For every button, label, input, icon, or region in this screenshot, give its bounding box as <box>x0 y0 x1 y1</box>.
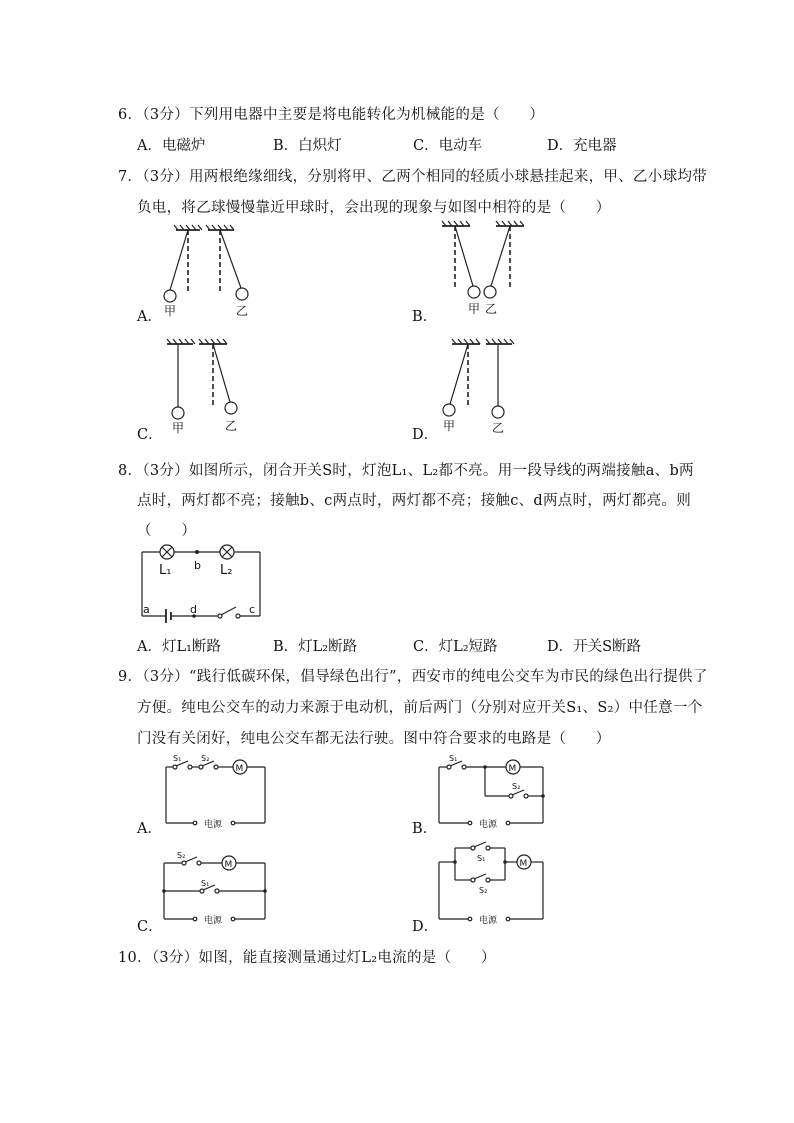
q9-circuit-d <box>435 840 555 925</box>
q7d-label-yi: 乙 <box>492 421 505 435</box>
q8-stem-line1: 8．（3分）如图所示，闭合开关S时，灯泡L₁、L₂都不亮。用一段导线的两端接触a、b两 <box>118 463 694 479</box>
label-d: d <box>190 603 197 616</box>
svg-text:S₁: S₁ <box>201 879 210 888</box>
q9-option-d[interactable]: D． <box>412 919 439 935</box>
svg-text:M: M <box>224 860 233 870</box>
q8-option-a[interactable]: A．灯L₁断路 <box>137 639 221 655</box>
label-c: c <box>249 603 256 616</box>
label-a: a <box>143 603 150 616</box>
q7a-label-yi: 乙 <box>236 304 249 318</box>
q8-stem-line2: 点时，两灯都不亮；接触b、c两点时，两灯都不亮；接触c、d两点时，两灯都亮。则 <box>137 493 692 509</box>
svg-text:M: M <box>519 859 528 869</box>
q7c-label-yi: 乙 <box>225 419 238 433</box>
q9-option-a[interactable]: A． <box>137 821 162 837</box>
svg-text:M: M <box>235 764 244 774</box>
q7-figure-c <box>163 338 273 438</box>
q9-stem-line1: 9．（3分）“践行低碳环保，倡导绿色出行”，西安市的纯电公交车为市民的绿色出行提供了 <box>118 669 708 685</box>
q8-option-b[interactable]: B．灯L₂断路 <box>273 639 358 655</box>
svg-text:电源: 电源 <box>479 820 498 830</box>
power-label: 电源 <box>204 820 223 830</box>
q7a-label-jia: 甲 <box>164 304 177 318</box>
q9-circuit-b <box>435 752 555 832</box>
q6-option-d[interactable]: D．充电器 <box>547 138 617 154</box>
label-l2: L₂ <box>220 563 233 578</box>
svg-text:S₂: S₂ <box>512 782 521 791</box>
q7b-label-jia: 甲 <box>468 302 481 316</box>
q7d-label-jia: 甲 <box>443 419 456 433</box>
svg-text:电源: 电源 <box>479 916 498 926</box>
q6-option-b[interactable]: B．白炽灯 <box>273 138 342 154</box>
q7-stem-line2: 负电，将乙球慢慢靠近甲球时，会出现的现象与如图中相符的是（ ） <box>137 200 611 216</box>
q9-stem-line3: 门没有关闭好，纯电公交车都无法行驶。图中符合要求的电路是（ ） <box>137 731 611 747</box>
svg-text:S₂: S₂ <box>177 851 186 860</box>
label-b: b <box>194 559 201 572</box>
q9-circuit-c <box>160 848 280 928</box>
q10-stem: 10．（3分）如图，能直接测量通过灯L₂电流的是（ ） <box>118 950 496 966</box>
svg-text:电源: 电源 <box>204 916 223 926</box>
q6-option-c[interactable]: C．电动车 <box>413 138 483 154</box>
q7-option-c[interactable]: C． <box>137 427 163 443</box>
q8-option-d[interactable]: D．开关S断路 <box>547 639 642 655</box>
q8-option-c[interactable]: C．灯L₂短路 <box>413 639 498 655</box>
q7-figure-a <box>160 222 270 322</box>
q7b-label-yi: 乙 <box>485 302 498 316</box>
svg-text:M: M <box>508 764 517 774</box>
q7-option-d[interactable]: D． <box>412 427 439 443</box>
svg-text:S₁: S₁ <box>477 854 486 863</box>
q7-figure-b <box>440 222 550 322</box>
q9-option-c[interactable]: C． <box>137 919 163 935</box>
svg-text:S₂: S₂ <box>479 886 488 895</box>
svg-text:S₁: S₁ <box>173 754 182 763</box>
q6-stem: 6．（3分）下列用电器中主要是将电能转化为机械能的是（ ） <box>118 107 545 123</box>
q8-stem-line3: （ ） <box>137 523 197 539</box>
q9-circuit-a <box>160 752 280 832</box>
svg-text:S₂: S₂ <box>201 754 210 763</box>
q7-option-b[interactable]: B． <box>412 309 438 325</box>
q7c-label-jia: 甲 <box>172 421 185 435</box>
q8-circuit <box>140 543 270 623</box>
q7-figure-d <box>440 338 550 438</box>
label-l1: L₁ <box>159 563 172 578</box>
q7-stem-line1: 7．（3分）用两根绝缘细线，分别将甲、乙两个相同的轻质小球悬挂起来，甲、乙小球均带 <box>118 169 707 185</box>
q7-option-a[interactable]: A． <box>137 309 162 325</box>
q6-option-a[interactable]: A．电磁炉 <box>137 138 206 154</box>
svg-text:S₁: S₁ <box>449 754 458 763</box>
q9-option-b[interactable]: B． <box>412 821 438 837</box>
q9-stem-line2: 方便。纯电公交车的动力来源于电动机，前后两门（分别对应开关S₁、S₂）中任意一个 <box>137 700 703 716</box>
